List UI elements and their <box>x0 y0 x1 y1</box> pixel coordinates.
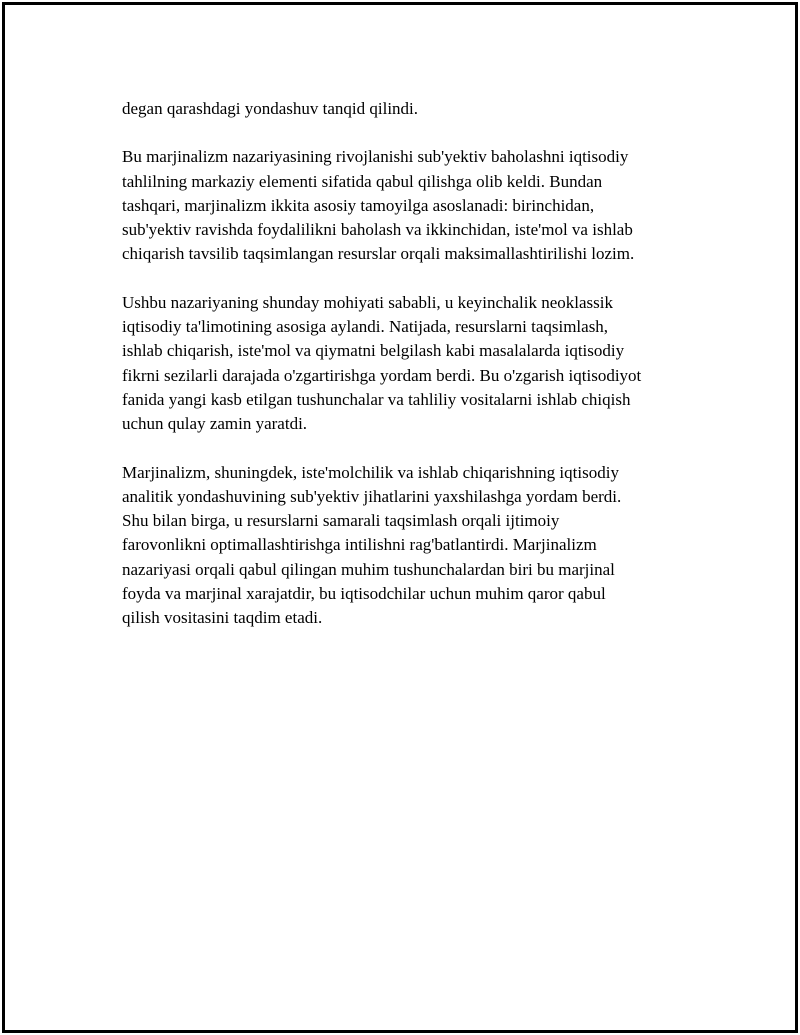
text-line: qilish vositasini taqdim etadi. <box>122 608 323 628</box>
text-line: fanida yangi kasb etilgan tushunchalar va tahliliy vositalarni ishlab chiqish <box>122 389 631 409</box>
page-frame <box>2 2 798 1033</box>
text-line: fikrni sezilarli darajada o'zgartirishga yordam berdi. Bu o'zgarish iqtisodiyot <box>122 365 642 385</box>
text-line: Marjinalizm, shuningdek, iste'molchilik va ishlab chiqarishning iqtisodiy <box>122 462 619 482</box>
text-line: nazariyasi orqali qabul qilingan muhim tushunchalardan biri bu marjinal <box>122 559 615 579</box>
text-line: Bu marjinalizm nazariyasining rivojlanishi sub'yektiv baholashni iqtisodiy <box>122 147 629 167</box>
paragraph-2 <box>122 145 682 266</box>
text-line: chiqarish tavsilib taqsimlangan resurslar orqali maksimallashtirilishi lozim. <box>122 244 635 264</box>
text-line: farovonlikni optimallashtirishga intilishni rag'batlantirdi. Marjinalizm <box>122 535 597 555</box>
text-line: sub'yektiv ravishda foydalilikni baholash va ikkinchidan, iste'mol va ishlab <box>122 220 633 240</box>
text-line: tashqari, marjinalizm ikkita asosiy tamoyilga asoslanadi: birinchidan, <box>122 195 595 215</box>
text-line: uchun qulay zamin yaratdi. <box>122 414 308 434</box>
text-line: ishlab chiqarish, iste'mol va qiymatni belgilash kabi masalalarda iqtisodiy <box>122 341 625 361</box>
text-line: tahlilning markaziy elementi sifatida qabul qilishga olib keldi. Bundan <box>122 171 603 191</box>
text-line: Ushbu nazariyaning shunday mohiyati sababli, u keyinchalik neoklassik <box>122 292 614 312</box>
text-line: analitik yondashuvining sub'yektiv jihatlarini yaxshilashga yordam berdi. <box>122 486 622 506</box>
document-body <box>122 97 682 655</box>
text-line: degan qarashdagi yondashuv tanqid qilindi. <box>122 99 419 118</box>
paragraph-3 <box>122 291 682 437</box>
text-line: foyda va marjinal xarajatdir, bu iqtisodchilar uchun muhim qaror qabul <box>122 584 606 604</box>
paragraph-1 <box>122 97 682 121</box>
paragraph-4 <box>122 461 682 631</box>
text-line: iqtisodiy ta'limotining asosiga aylandi. Natijada, resurslarni taqsimlash, <box>122 317 609 337</box>
text-line: Shu bilan birga, u resurslarni samarali taqsimlash orqali ijtimoiy <box>122 511 560 531</box>
